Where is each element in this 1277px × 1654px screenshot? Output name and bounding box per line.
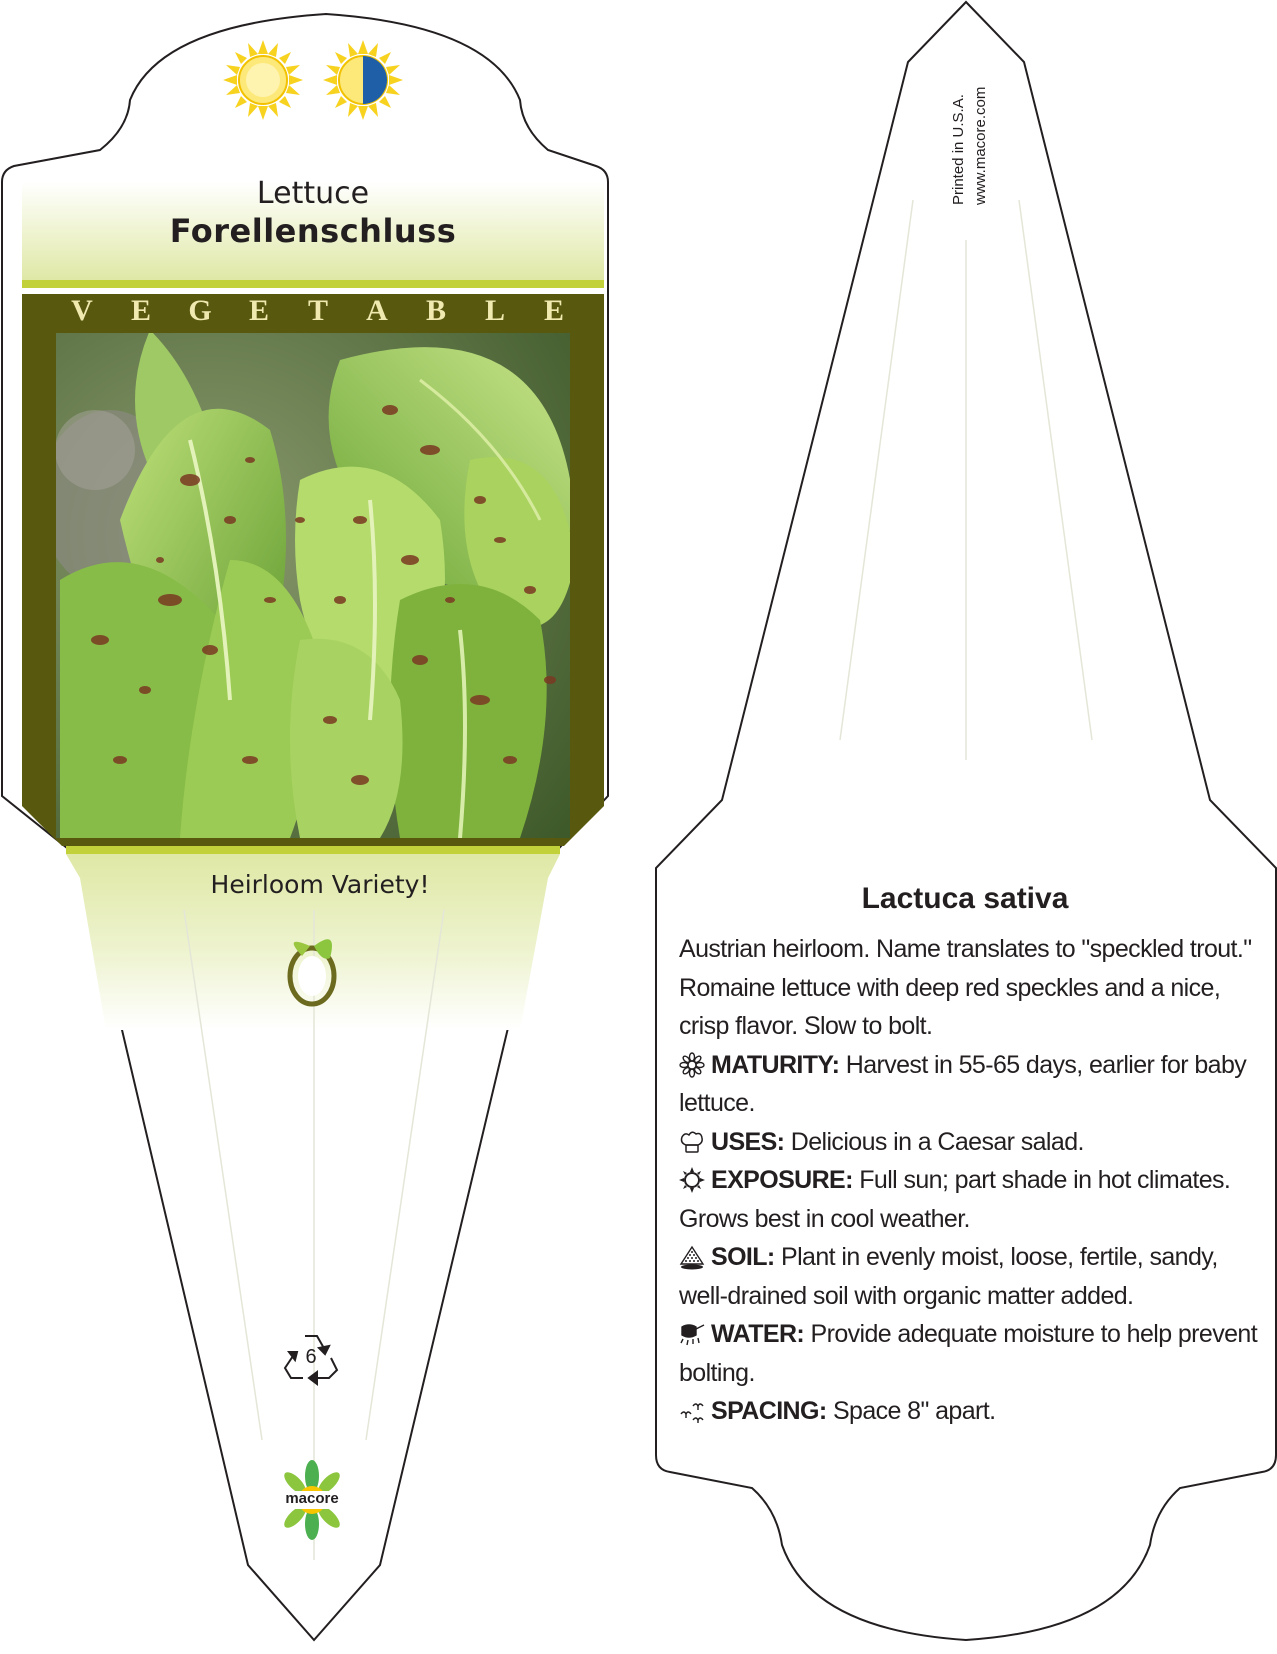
category-letter: E — [248, 294, 269, 327]
tagline: Heirloom Variety! — [210, 870, 430, 899]
category-letter: L — [484, 294, 505, 327]
detail-label: WATER: — [711, 1320, 805, 1348]
part-sun-icon — [323, 40, 403, 120]
chef-hat-icon — [679, 1129, 705, 1155]
name-band-accent — [22, 280, 604, 288]
category-letter: B — [425, 294, 446, 327]
brand-name: macore — [285, 1490, 339, 1507]
detail-text: Delicious in a Caesar salad. — [790, 1127, 1084, 1156]
detail-label: SOIL: — [711, 1243, 775, 1271]
detail-text: Harvest in 55-65 days, earlier for baby lettuce. — [679, 1050, 1247, 1117]
detail-soil — [679, 1238, 1259, 1315]
detail-text: Provide adequate moisture to help prevent bolting. — [679, 1320, 1258, 1387]
description: Austrian heirloom. Name translates to "speckled trout." Romaine lettuce with deep red speckles and a nice, crisp flavor. Slow to bolt. — [679, 935, 1252, 1040]
common-name: Lettuce — [256, 176, 370, 211]
printed-line: Printed in U.S.A. — [950, 94, 967, 205]
detail-label: SPACING: — [711, 1397, 827, 1425]
scientific-name: Lactuca sativa — [861, 882, 1069, 915]
detail-exposure — [679, 1161, 1259, 1238]
recycle-number: 6 — [305, 1346, 317, 1368]
detail-spacing — [679, 1392, 1259, 1431]
printed-info — [948, 87, 992, 205]
variety-name: Forellenschluss — [169, 212, 457, 250]
seedling-spacing-icon — [679, 1398, 705, 1424]
category-letter: V — [71, 294, 93, 327]
detail-label: MATURITY: — [711, 1050, 840, 1079]
category-letter: A — [366, 294, 388, 327]
detail-water — [679, 1315, 1259, 1392]
category-letter: E — [130, 294, 151, 327]
detail-text: Plant in evenly moist, loose, fertile, sandy, well-drained soil with organic matter added. — [679, 1243, 1218, 1310]
photo-accent — [66, 846, 560, 854]
watering-can-icon — [679, 1321, 705, 1347]
sun-icon — [679, 1167, 705, 1193]
soil-pile-icon — [679, 1244, 705, 1270]
plant-details — [679, 930, 1259, 1431]
lettuce-photo — [40, 330, 575, 838]
category-letter: E — [543, 294, 564, 327]
detail-maturity — [679, 1046, 1259, 1123]
detail-text: Full sun; part shade in hot climates. Grows best in cool weather. — [679, 1166, 1231, 1233]
detail-label: USES: — [711, 1127, 785, 1156]
full-sun-icon — [223, 40, 303, 120]
category-banner — [20, 294, 606, 334]
category-letter: G — [188, 294, 212, 327]
detail-text: Space 8" apart. — [832, 1397, 996, 1425]
detail-label: EXPOSURE: — [711, 1166, 853, 1194]
website: www.macore.com — [972, 86, 989, 205]
detail-uses — [679, 1123, 1259, 1162]
category-letter: T — [307, 294, 328, 327]
flower-icon — [679, 1052, 705, 1078]
